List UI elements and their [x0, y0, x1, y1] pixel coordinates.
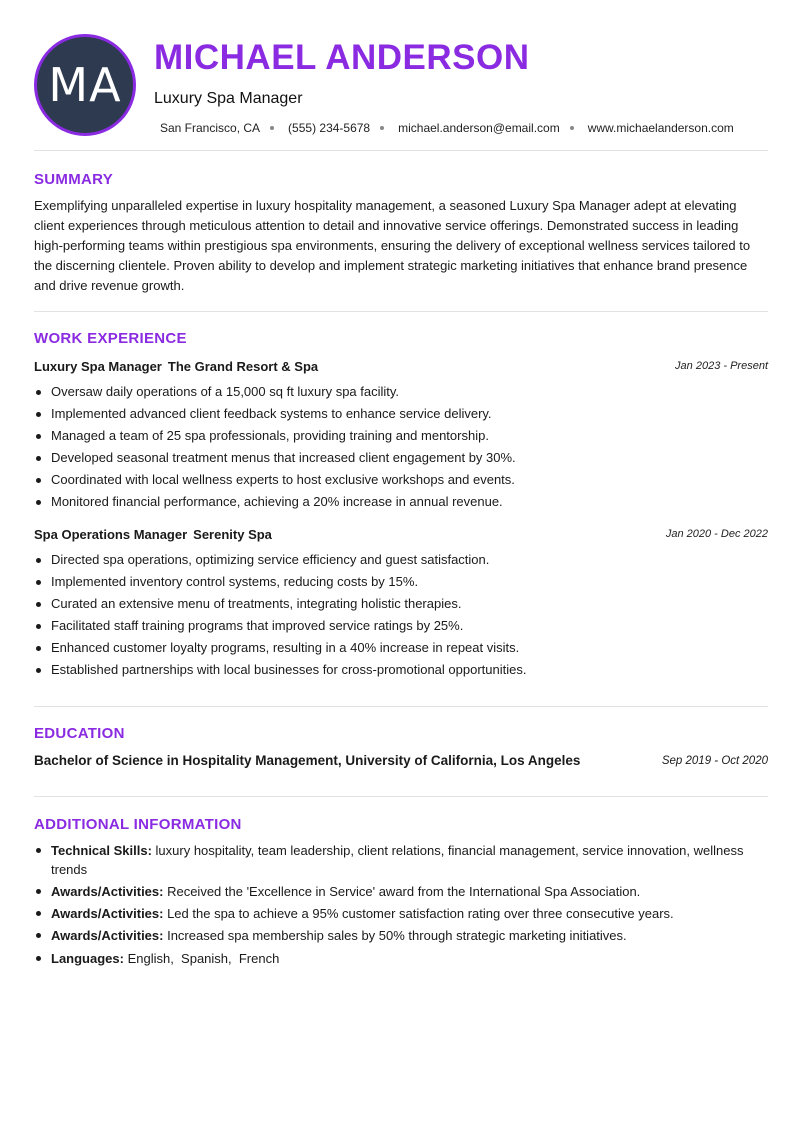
education-degree: Bachelor of Science in Hospitality Management, University of California, Los Angeles — [34, 753, 581, 768]
contact-info — [160, 121, 734, 135]
education-dates: Sep 2019 - Oct 2020 — [661, 755, 768, 767]
candidate-name: MICHAEL ANDERSON — [154, 38, 530, 77]
candidate-role: Luxury Spa Manager — [154, 90, 303, 107]
contact-email: michael.anderson@email.com — [398, 121, 560, 135]
list-item: Managed a team of 25 spa professionals, providing training and mentorship. — [51, 425, 768, 447]
contact-website: www.michaelanderson.com — [587, 121, 734, 135]
job-title — [34, 359, 318, 374]
list-item: Developed seasonal treatment menus that increased client engagement by 30%. — [51, 447, 768, 469]
avatar — [34, 34, 136, 136]
list-item: Implemented inventory control systems, reducing costs by 15%. — [51, 571, 768, 593]
item-label: Awards/Activities: — [51, 906, 164, 921]
list-item — [51, 841, 768, 879]
list-item: Curated an extensive menu of treatments, integrating holistic therapies. — [51, 593, 768, 615]
job-company: The Grand Resort & Spa — [167, 359, 319, 374]
list-item: Oversaw daily operations of a 15,000 sq ft luxury spa facility. — [51, 381, 768, 403]
section-divider — [34, 311, 768, 312]
job-dates: Jan 2023 - Present — [675, 360, 768, 372]
list-item: Implemented advanced client feedback systems to enhance service delivery. — [51, 403, 768, 425]
list-item — [51, 904, 768, 923]
section-divider — [34, 796, 768, 797]
job-company: Serenity Spa — [193, 527, 272, 542]
languages-text: English, Spanish, French — [123, 951, 280, 966]
job-bullets — [51, 381, 768, 513]
job-header — [34, 527, 768, 545]
list-item — [51, 926, 768, 945]
separator-dot — [570, 126, 574, 130]
list-item: Coordinated with local wellness experts to host exclusive workshops and events. — [51, 469, 768, 491]
job-title — [34, 527, 272, 542]
job-position: Spa Operations Manager — [34, 527, 188, 542]
item-text: luxury hospitality, team leadership, client relations, financial management, service innovation, wellness trends — [51, 843, 744, 877]
experience-heading: WORK EXPERIENCE — [34, 330, 187, 347]
summary-text: Exemplifying unparalleled expertise in luxury hospitality management, a seasoned Luxury Spa Manager adept at elevating client experiences through meticulous attention to detail and innovative service offerings. Demonstrated success in leading high-performing teams within prestigious spa environments, ensuring the delivery of exceptional wellness services tailored to the discerning clientele. Proven ability to develop and implement strategic marketing initiatives that enhance brand presence and drive revenue growth. — [34, 198, 751, 293]
additional-heading: ADDITIONAL INFORMATION — [34, 816, 242, 833]
job-position: Luxury Spa Manager — [34, 359, 162, 374]
job-bullets — [51, 549, 768, 681]
item-label: Technical Skills: — [51, 843, 152, 858]
list-item — [51, 882, 768, 901]
languages-label: Languages: — [51, 951, 124, 966]
item-text: Increased spa membership sales by 50% through strategic marketing initiatives. — [163, 928, 627, 943]
summary-heading: SUMMARY — [34, 171, 114, 188]
item-label: Awards/Activities: — [51, 884, 164, 899]
list-item: Directed spa operations, optimizing service efficiency and guest satisfaction. — [51, 549, 768, 571]
item-text: Received the 'Excellence in Service' award from the International Spa Association. — [163, 884, 641, 899]
list-item: Monitored financial performance, achieving a 20% increase in annual revenue. — [51, 491, 768, 513]
additional-list — [51, 841, 768, 971]
list-item — [51, 949, 768, 968]
section-divider — [34, 706, 768, 707]
education-heading: EDUCATION — [34, 725, 125, 742]
job-dates: Jan 2020 - Dec 2022 — [665, 528, 768, 540]
separator-dot — [380, 126, 384, 130]
separator-dot — [270, 126, 274, 130]
contact-phone: (555) 234-5678 — [288, 121, 371, 135]
avatar-initials: MA — [48, 58, 122, 112]
item-label: Awards/Activities: — [51, 928, 164, 943]
item-text: Led the spa to achieve a 95% customer satisfaction rating over three consecutive years. — [163, 906, 674, 921]
list-item: Enhanced customer loyalty programs, resulting in a 40% increase in repeat visits. — [51, 637, 768, 659]
job-header — [34, 359, 768, 377]
contact-location: San Francisco, CA — [160, 121, 261, 135]
resume-header — [34, 34, 768, 138]
section-divider — [34, 150, 768, 151]
list-item: Established partnerships with local businesses for cross-promotional opportunities. — [51, 659, 768, 681]
list-item: Facilitated staff training programs that improved service ratings by 25%. — [51, 615, 768, 637]
